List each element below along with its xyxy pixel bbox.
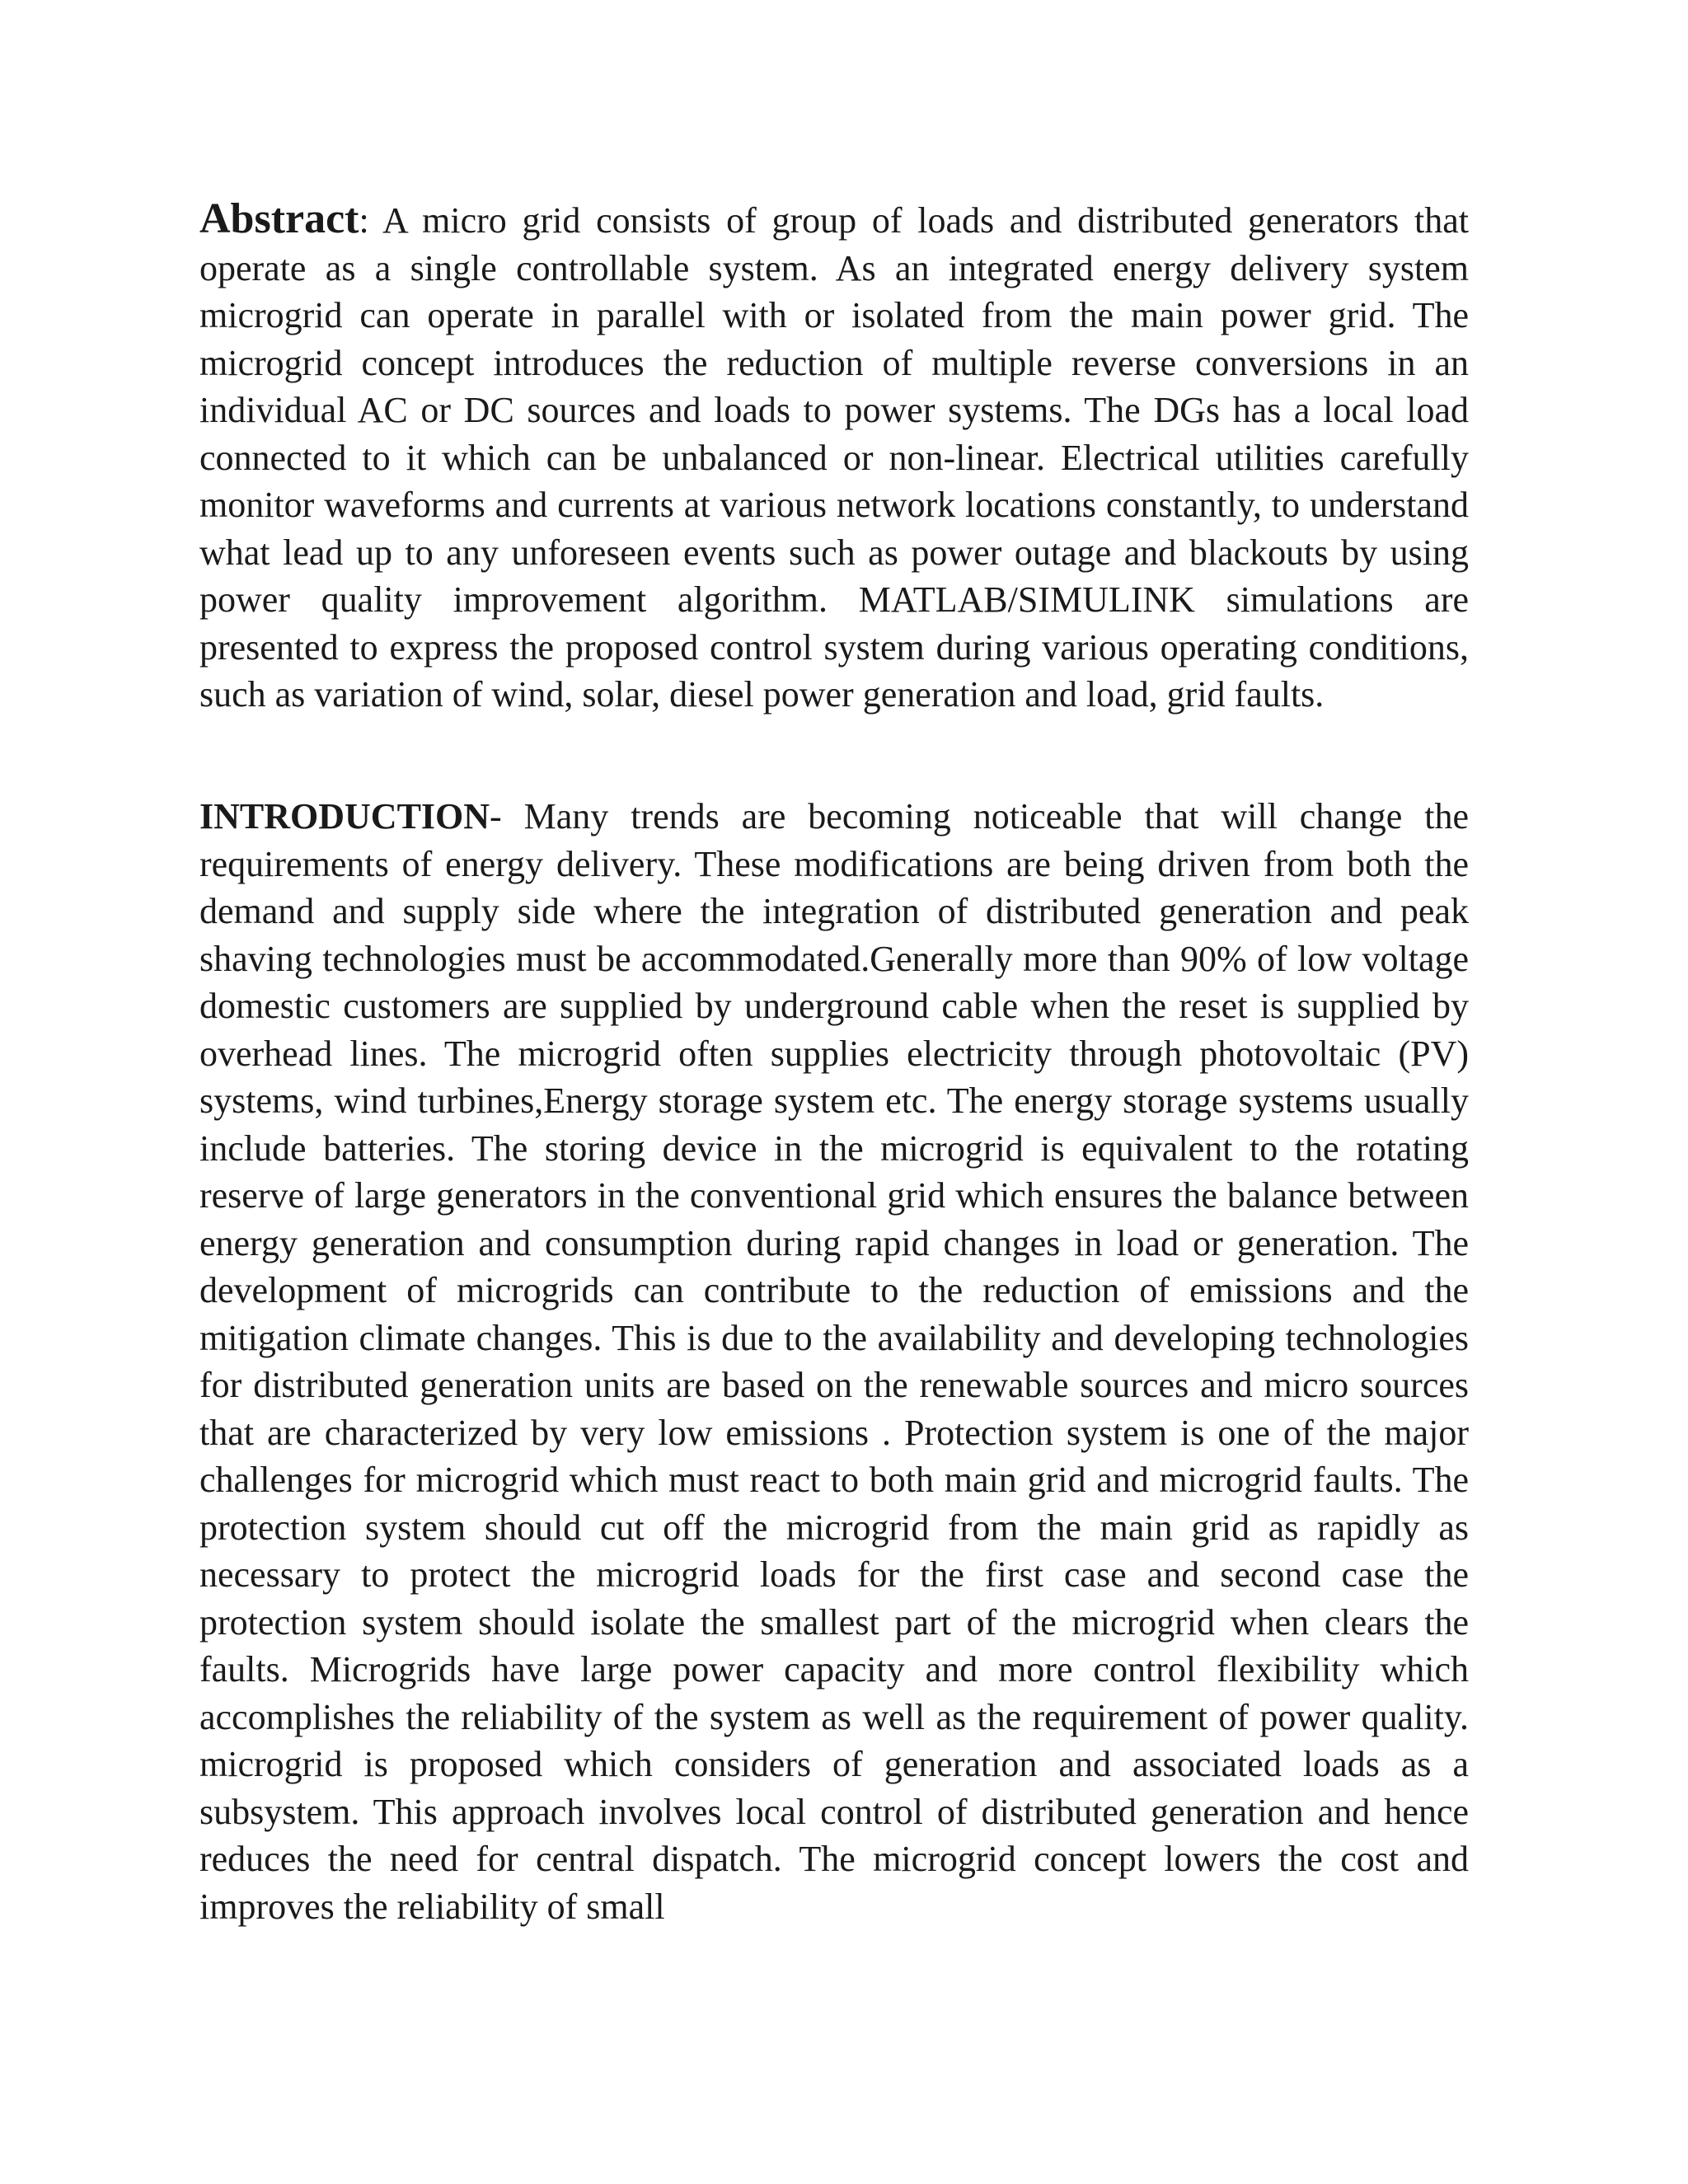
abstract-heading: Abstract <box>199 195 359 242</box>
abstract-body: A micro grid consists of group of loads and distributed generators that operate as a single controllable system. As an integrated energy delivery system microgrid can operate in parallel with or isolated from the main power grid. The microgrid concept introduces the reduction of multiple reverse conversions in an individual AC or DC sources and loads to power systems. The DGs has a local load connected to it which can be unbalanced or non-linear. Electrical utilities carefully monitor waveforms and currents at various network locations constantly, to understand what lead up to any unforeseen events such as power outage and blackouts by using power quality improvement algorithm. MATLAB/SIMULINK simulations are presented to express the proposed control system during various operating conditions, such as variation of wind, solar, diesel power generation and load, grid faults. <box>199 200 1469 715</box>
introduction-heading: INTRODUCTION <box>199 796 490 837</box>
introduction-paragraph <box>199 793 1469 1930</box>
abstract-paragraph <box>199 195 1469 719</box>
abstract-separator: : <box>359 200 383 241</box>
introduction-body: - Many trends are becoming noticeable that will change the requirements of energy delivery. These modifications are being driven from both the demand and supply side where the integration of distributed generation and peak shaving technologies must be accommodated.Generally more than 90% of low voltage domestic customers are supplied by underground cable when the reset is supplied by overhead lines. The microgrid often supplies electricity through photovoltaic (PV) systems, wind turbines,Energy storage system etc. The energy storage systems usually include batteries. The storing device in the microgrid is equivalent to the rotating reserve of large generators in the conventional grid which ensures the balance between energy generation and consumption during rapid changes in load or generation. The development of microgrids can contribute to the reduction of emissions and the mitigation climate changes. This is due to the availability and developing technologies for distributed generation units are based on the renewable sources and micro sources that are characterized by very low emissions . Protection system is one of the major challenges for microgrid which must react to both main grid and microgrid faults. The protection system should cut off the microgrid from the main grid as rapidly as necessary to protect the microgrid loads for the first case and second case the protection system should isolate the smallest part of the microgrid when clears the faults. Microgrids have large power capacity and more control flexibility which accomplishes the reliability of the system as well as the requirement of power quality. microgrid is proposed which considers of generation and associated loads as a subsystem. This approach involves local control of distributed generation and hence reduces the need for central dispatch. The microgrid concept lowers the cost and improves the reliability of small <box>199 796 1469 1927</box>
